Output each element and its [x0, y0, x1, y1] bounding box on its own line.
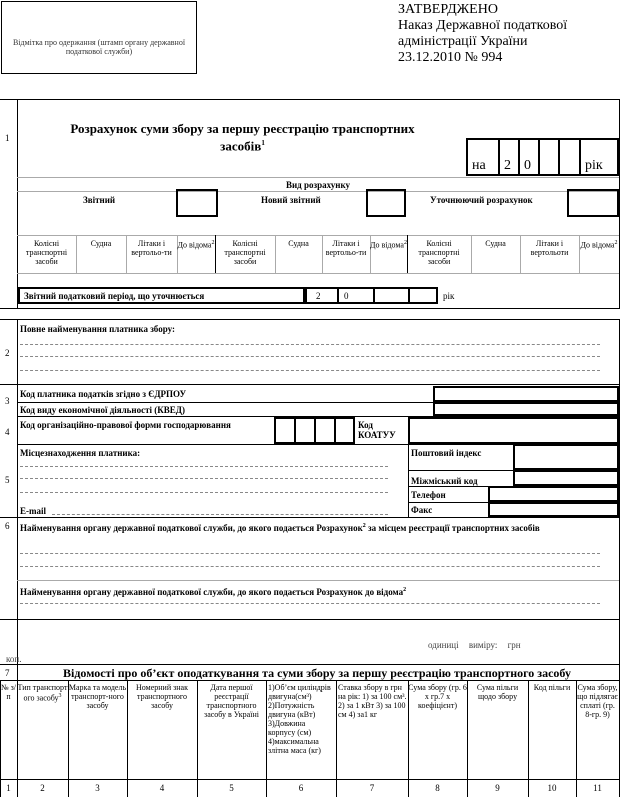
- col-number-11: 11: [593, 783, 602, 793]
- approval-date: 23.12.2010 № 994: [398, 50, 503, 65]
- opf-label: Код організаційно-правової форми господарювання: [20, 420, 231, 430]
- kind-new-label: Новий звітний: [261, 195, 321, 205]
- period-year-field[interactable]: [305, 287, 438, 304]
- year-digit-0: 0: [524, 158, 531, 173]
- cat-aircraft-1: Літаки і вертольо-ти: [131, 239, 172, 257]
- col-number-2: 2: [40, 783, 45, 793]
- payer-name-label: Повне найменування платника збору:: [20, 324, 175, 334]
- period-digit-0: 0: [344, 291, 349, 301]
- row-number-7: 7: [5, 668, 10, 678]
- row-number-2: 2: [5, 348, 10, 358]
- kind-reporting-label: Звітний: [83, 195, 116, 205]
- cat-info-2: До відома$^2$: [370, 240, 407, 250]
- cat-ships-1: Судна: [90, 239, 112, 248]
- cat-aircraft-3: Літаки і вертольоти: [530, 239, 569, 257]
- form-title: Розрахунок суми збору за першу реєстрацію транспортних засобів$^1$: [70, 121, 415, 154]
- col-number-1: 1: [6, 783, 11, 793]
- col-number-4: 4: [159, 783, 165, 793]
- units-label: одиниці виміру: грн: [428, 640, 521, 650]
- col-header-1: № з/п: [0, 683, 16, 701]
- phone-field[interactable]: [488, 486, 619, 502]
- col-header-6: 1)Об’єм циліндрів двигуна(см³) 2)Потужність двигуна (кВт) 3)Довжина корпусу (см) 4)максимальна злітна маса (кг): [268, 683, 331, 755]
- row-number-6: 6: [5, 521, 10, 531]
- kved-field[interactable]: [433, 402, 619, 416]
- section-title: Відомості про об’єкт оподаткування та суми збору за першу реєстрацію транспортного засобу: [63, 666, 571, 680]
- email-label: E-mail: [20, 506, 46, 516]
- edrpou-field[interactable]: [433, 386, 619, 402]
- row-number-1: 1: [5, 133, 10, 143]
- kind-new-box[interactable]: [366, 189, 406, 217]
- col-header-8: Сума збору (гр. 6 х гр.7 х коефіцієнт): [408, 683, 467, 710]
- year-prefix: на: [472, 158, 486, 173]
- approval-authority: адміністрації України: [398, 34, 528, 49]
- col-number-10: 10: [547, 783, 557, 793]
- intercity-code-field[interactable]: [513, 470, 619, 486]
- cat-info-3: До відома$^2$: [580, 240, 618, 250]
- cat-wheeled-3: Колісні транспортні засоби: [418, 239, 460, 266]
- calc-kind-header: Вид розрахунку: [285, 180, 351, 190]
- organ-info-label: Найменування органу державної податкової служби, до якого подається Розрахунок до відома$^2$: [20, 587, 407, 597]
- approval-order: Наказ Державної податкової: [398, 18, 568, 33]
- col-number-7: 7: [369, 783, 375, 793]
- intercity-code-label: Міжміський код: [411, 476, 478, 486]
- receipt-stamp-box: [1, 1, 197, 74]
- year-digit-2: 2: [504, 158, 511, 173]
- postal-code-label: Поштовий індекс: [411, 448, 482, 458]
- location-label: Місцезнаходження платника:: [20, 448, 141, 458]
- row-number-4: 4: [5, 427, 10, 437]
- col-header-7: Ставка збору в грн на рік: 1) за 100 см³. 2) за 1 кВт 3) за 100 см 4) за1 кг: [338, 683, 407, 719]
- col-number-8: 8: [435, 783, 440, 793]
- kind-reporting-box[interactable]: [176, 189, 218, 217]
- col-number-5: 5: [229, 783, 234, 793]
- postal-code-field[interactable]: [513, 444, 619, 470]
- kind-clarifying-label: Уточнюючий розрахунок: [430, 195, 533, 205]
- cat-info-1: До відома$^2$: [177, 240, 215, 250]
- col-header-4: Номерний знак транспортного засобу: [136, 683, 188, 710]
- koatuu-label: Код КОАТУУ: [358, 420, 396, 440]
- row-number-3: 3: [5, 396, 10, 406]
- period-suffix: рік: [443, 291, 455, 301]
- phone-label: Телефон: [411, 490, 446, 500]
- cat-ships-3: Судна: [485, 239, 506, 248]
- col-header-9: Сума пільги щодо збору: [476, 683, 519, 701]
- objects-table: [0, 680, 620, 797]
- fax-label: Факс: [411, 505, 433, 515]
- cat-wheeled-2: Колісні транспортні засоби: [224, 239, 266, 266]
- approval-block: [398, 2, 567, 66]
- kind-clarifying-box[interactable]: [567, 189, 619, 217]
- period-digit-2: 2: [316, 291, 321, 301]
- units-kop: коп.: [6, 654, 22, 664]
- col-header-2: Тип транспорт ого засобу$^3$: [17, 683, 68, 703]
- col-header-11: Сума збору, що підлягає сплаті (гр. 8-гр. 9): [577, 683, 618, 719]
- col-header-3: Марка та модель транспорт-ного засобу: [68, 683, 127, 710]
- year-suffix: рік: [585, 158, 603, 173]
- col-number-6: 6: [298, 783, 304, 793]
- col-number-9: 9: [495, 783, 500, 793]
- period-label: Звітний податковий період, що уточнюється: [24, 291, 205, 301]
- kved-label: Код виду економічної діяльності (КВЕД): [20, 405, 185, 415]
- cat-wheeled-1: Колісні транспортні засоби: [25, 239, 68, 266]
- edrpou-label: Код платника податків згідно з ЄДРПОУ: [20, 389, 187, 399]
- stamp-text: Відмітка про одержання (штамп органу державної податкової служби): [12, 38, 186, 56]
- cat-ships-2: Судна: [288, 239, 309, 248]
- cat-aircraft-2: Літаки і вертольо-ти: [325, 239, 367, 257]
- fax-field[interactable]: [488, 502, 619, 517]
- col-number-3: 3: [95, 783, 100, 793]
- col-header-10: Код пільги: [533, 683, 571, 692]
- organ-registration-label: Найменування органу державної податкової служби, до якого подається Розрахунок$^2$ за місцем реєстрації транспортних засобів: [20, 523, 540, 533]
- row-number-5: 5: [5, 475, 10, 485]
- col-header-5: Дата першої реєстрації транспортного засобу в Україні: [204, 683, 259, 719]
- approval-heading: ЗАТВЕРДЖЕНО: [398, 2, 498, 17]
- koatuu-field[interactable]: [408, 417, 619, 444]
